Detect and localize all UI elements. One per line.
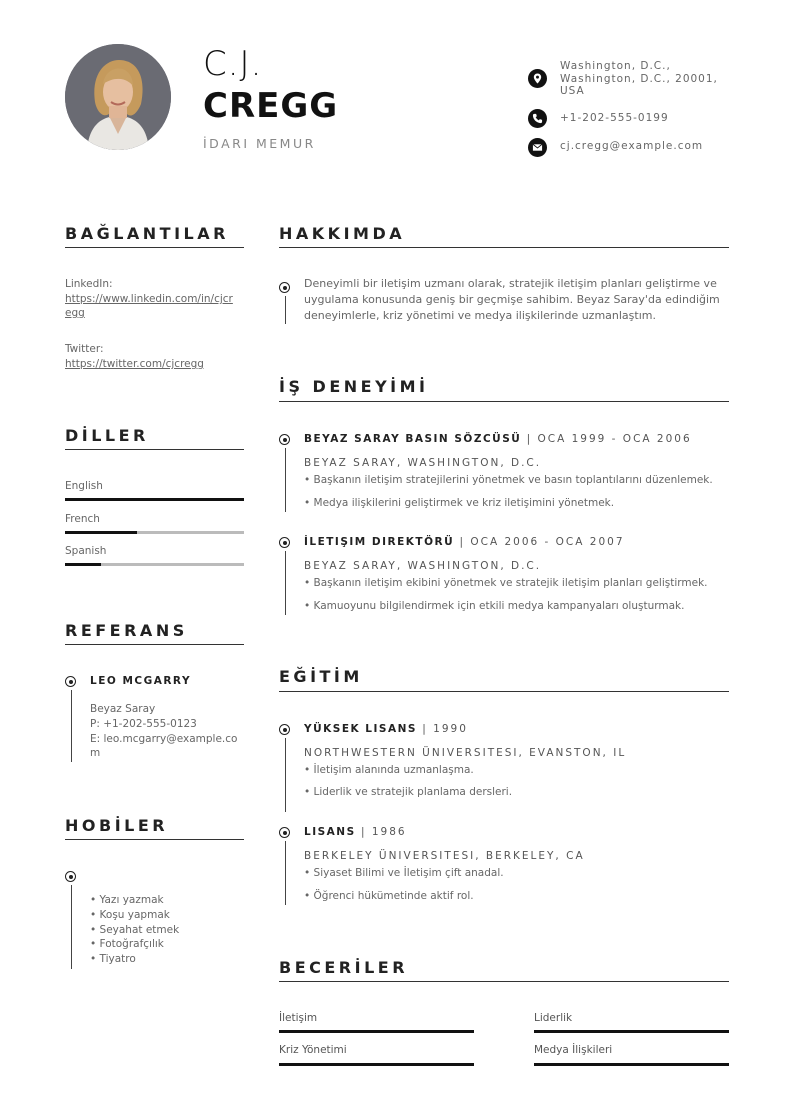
language-spanish: Spanish <box>65 545 107 557</box>
job-bullet: • Başkanın iletişim ekibini yönetmek ve stratejik iletişim planları geliştirmek. <box>304 577 708 589</box>
first-name: C.J. <box>203 44 263 84</box>
education-degree: LISANS <box>304 826 356 838</box>
language-fill <box>65 563 101 566</box>
timeline-line <box>285 841 286 905</box>
phone-text: +1-202-555-0199 <box>560 112 669 124</box>
last-name: CREGG <box>203 86 339 126</box>
profile-photo <box>65 44 171 150</box>
language-english: English <box>65 480 103 492</box>
skill-bar <box>279 1063 474 1066</box>
skill-bar <box>279 1030 474 1033</box>
hobbies-heading: HOBİLER <box>65 816 169 835</box>
job-title: İDARI MEMUR <box>203 136 316 151</box>
links-heading: BAĞLANTILAR <box>65 224 229 243</box>
reference-rule <box>65 644 244 645</box>
reference-email-cont: m <box>90 747 101 759</box>
job-bullet: • Başkanın iletişim stratejilerini yönetmek ve basın toplantılarını düzenlemek. <box>304 474 713 486</box>
hobby-item: • Fotoğrafçılık <box>90 938 164 950</box>
education-heading: EĞİTİM <box>279 667 363 686</box>
education-bullet: • Siyaset Bilimi ve İletişim çift anadal. <box>304 867 504 879</box>
languages-rule <box>65 449 244 450</box>
skill-label: İletişim <box>279 1012 318 1024</box>
timeline-dot-icon <box>279 537 290 548</box>
hobby-item: • Yazı yazmak <box>90 894 164 906</box>
skill-label: Liderlik <box>534 1012 573 1024</box>
education-bullet: • İletişim alanında uzmanlaşma. <box>304 764 474 776</box>
experience-heading: İŞ DENEYİMİ <box>279 377 429 396</box>
timeline-line <box>71 690 72 762</box>
reference-phone: P: +1-202-555-0123 <box>90 718 197 730</box>
skill-label: Medya İlişkileri <box>534 1044 613 1056</box>
reference-name: LEO MCGARRY <box>90 675 192 687</box>
education-degree: YÜKSEK LISANS <box>304 723 417 735</box>
timeline-line <box>285 551 286 615</box>
skill-fill <box>534 1063 729 1066</box>
language-bar-spanish <box>65 563 244 566</box>
timeline-dot-icon <box>65 871 76 882</box>
about-line-1: Deneyimli bir iletişim uzmanı olarak, stratejik iletişim planları geliştirme ve <box>304 277 717 290</box>
skill-label: Kriz Yönetimi <box>279 1044 347 1056</box>
skills-heading: BECERİLER <box>279 958 409 977</box>
twitter-label: Twitter: <box>65 343 104 355</box>
hobby-item: • Koşu yapmak <box>90 909 170 921</box>
job-org-2: BEYAZ SARAY, WASHINGTON, D.C. <box>304 560 542 572</box>
map-pin-icon <box>528 69 547 88</box>
skill-fill <box>534 1030 729 1033</box>
email-text: cj.cregg@example.com <box>560 140 704 152</box>
hobbies-rule <box>65 839 244 840</box>
skill-fill <box>279 1063 474 1066</box>
job-title-2 <box>304 536 625 548</box>
education-school-1: NORTHWESTERN ÜNIVERSITESI, EVANSTON, IL <box>304 747 627 759</box>
address-line-3: USA <box>560 85 585 97</box>
timeline-dot-icon <box>65 676 76 687</box>
about-line-2: uygulama konusunda geniş bir geçmişe sahibim. Beyaz Saray'da edindiğim <box>304 293 720 306</box>
linkedin-label: LinkedIn: <box>65 278 113 290</box>
linkedin-link-cont[interactable]: egg <box>65 307 85 319</box>
language-bar-english <box>65 498 244 501</box>
linkedin-link[interactable]: https://www.linkedin.com/in/cjcr <box>65 293 233 305</box>
timeline-line <box>285 738 286 812</box>
links-rule <box>65 247 244 248</box>
education-school-2: BERKELEY ÜNIVERSITESI, BERKELEY, CA <box>304 850 585 862</box>
reference-heading: REFERANS <box>65 621 188 640</box>
hobby-item: • Seyahat etmek <box>90 924 180 936</box>
skill-bar <box>534 1063 729 1066</box>
education-title-2 <box>304 826 407 838</box>
job-bullet: • Medya ilişkilerini geliştirmek ve kriz iletişimini yönetmek. <box>304 497 615 509</box>
hobby-item: • Tiyatro <box>90 953 136 965</box>
job-role: BEYAZ SARAY BASIN SÖZCÜSÜ <box>304 433 522 445</box>
about-line-3: deneyimlerle, kriz yönetimi ve medya ilişkilerinde uzmanlaştım. <box>304 309 656 322</box>
timeline-dot-icon <box>279 282 290 293</box>
reference-email: E: leo.mcgarry@example.co <box>90 733 238 745</box>
phone-icon <box>528 109 547 128</box>
job-org-1: BEYAZ SARAY, WASHINGTON, D.C. <box>304 457 542 469</box>
language-fill <box>65 531 137 534</box>
about-rule <box>279 247 729 248</box>
job-date: | OCA 2006 - OCA 2007 <box>454 536 625 548</box>
education-title-1 <box>304 723 468 735</box>
address-line-1: Washington, D.C., <box>560 60 671 72</box>
job-role: İLETIŞIM DIREKTÖRÜ <box>304 536 455 548</box>
skill-fill <box>279 1030 474 1033</box>
job-title-1 <box>304 433 692 445</box>
skills-rule <box>279 981 729 982</box>
timeline-dot-icon <box>279 434 290 445</box>
address-line-2: Washington, D.C., 20001, <box>560 73 718 85</box>
language-bar-french <box>65 531 244 534</box>
education-year: | 1986 <box>355 826 407 838</box>
envelope-icon <box>528 138 547 157</box>
timeline-line <box>285 296 286 324</box>
skill-bar <box>534 1030 729 1033</box>
timeline-dot-icon <box>279 724 290 735</box>
education-bullet: • Liderlik ve stratejik planlama dersleri. <box>304 786 513 798</box>
education-rule <box>279 691 729 692</box>
timeline-line <box>285 448 286 512</box>
job-date: | OCA 1999 - OCA 2006 <box>521 433 692 445</box>
twitter-link[interactable]: https://twitter.com/cjcregg <box>65 358 204 370</box>
education-year: | 1990 <box>416 723 468 735</box>
languages-heading: DİLLER <box>65 426 149 445</box>
timeline-dot-icon <box>279 827 290 838</box>
job-bullet: • Kamuoyunu bilgilendirmek için etkili medya kampanyaları oluşturmak. <box>304 600 685 612</box>
language-french: French <box>65 513 100 525</box>
education-bullet: • Öğrenci hükümetinde aktif rol. <box>304 890 474 902</box>
experience-rule <box>279 401 729 402</box>
about-heading: HAKKIMDA <box>279 224 406 243</box>
reference-org: Beyaz Saray <box>90 703 156 715</box>
timeline-line <box>71 885 72 969</box>
language-fill <box>65 498 244 501</box>
